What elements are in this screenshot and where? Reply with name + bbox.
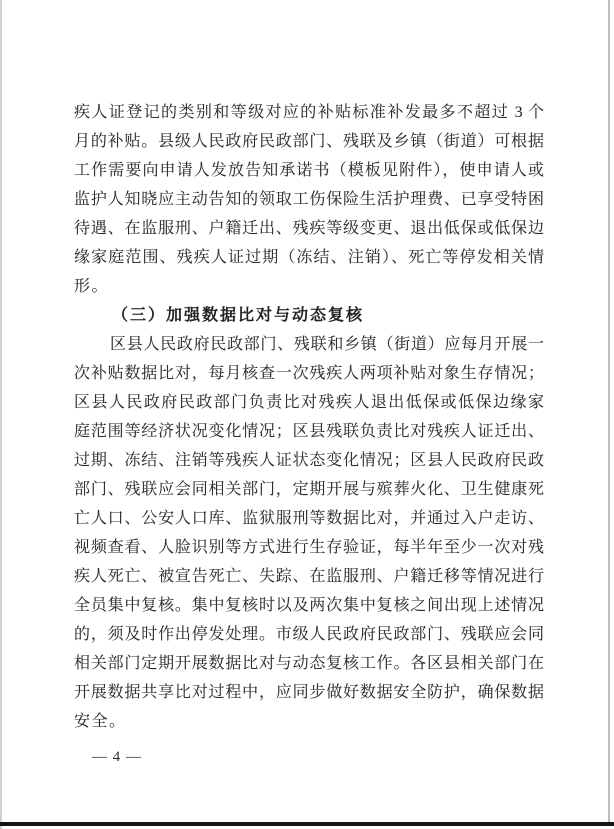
text-line: 疾人死亡、被宣告死亡、失踪、在监服刑、户籍迁移等情况进行: [74, 568, 544, 585]
document-body-text: [74, 98, 544, 736]
text-line: 开展数据共享比对过程中，应同步做好数据安全防护，确保数据: [74, 684, 544, 701]
section-heading: （三）加强数据比对与动态复核: [112, 307, 365, 324]
text-line: 待遇、在监服刑、户籍迁出、残疾等级变更、退出低保或低保边: [74, 220, 544, 237]
text-line: 形。: [74, 278, 110, 295]
text-line: 视频查看、人脸识别等方式进行生存验证，每半年至少一次对残: [74, 539, 544, 556]
page-number: — 4 —: [92, 749, 142, 765]
text-line: 部门、残联应会同相关部门，定期开展与殡葬火化、卫生健康死: [74, 481, 544, 498]
text-line: 的，须及时作出停发处理。市级人民政府民政部门、残联应会同: [74, 626, 544, 643]
text-line: 庭范围等经济状况变化情况；区县残联负责比对残疾人证迁出、: [74, 423, 544, 440]
text-line: 月的补贴。县级人民政府民政部门、残联及乡镇（街道）可根据: [74, 133, 544, 150]
text-line: 相关部门定期开展数据比对与动态复核工作。各区县相关部门在: [74, 655, 544, 672]
text-line: 区县人民政府民政部门、残联和乡镇（街道）应每月开展一: [110, 336, 544, 353]
text-line: 次补贴数据比对，每月核查一次残疾人两项补贴对象生存情况；: [74, 365, 544, 382]
text-line: 区县人民政府民政部门负责比对残疾人退出低保或低保边缘家: [74, 394, 544, 411]
text-line: 工作需要向申请人发放告知承诺书（模板见附件），使申请人或: [74, 162, 544, 179]
scan-right-edge-line: [608, 0, 610, 824]
text-line: 亡人口、公安人口库、监狱服刑等数据比对，并通过入户走访、: [74, 510, 544, 527]
text-line: 全员集中复核。集中复核时以及两次集中复核之间出现上述情况: [74, 597, 544, 614]
text-line: 缘家庭范围、残疾人证过期（冻结、注销）、死亡等停发相关情: [74, 249, 544, 266]
scan-bottom-bar: [0, 822, 614, 826]
text-line: 安全。: [74, 713, 127, 730]
scan-left-edge-line: [0, 0, 2, 829]
text-line: 监护人知晓应主动告知的领取工伤保险生活护理费、已享受特困: [74, 191, 544, 208]
text-line: 过期、冻结、注销等残疾人证状态变化情况；区县人民政府民政: [74, 452, 544, 469]
text-line: 疾人证登记的类别和等级对应的补贴标准补发最多不超过 3 个: [74, 104, 544, 121]
